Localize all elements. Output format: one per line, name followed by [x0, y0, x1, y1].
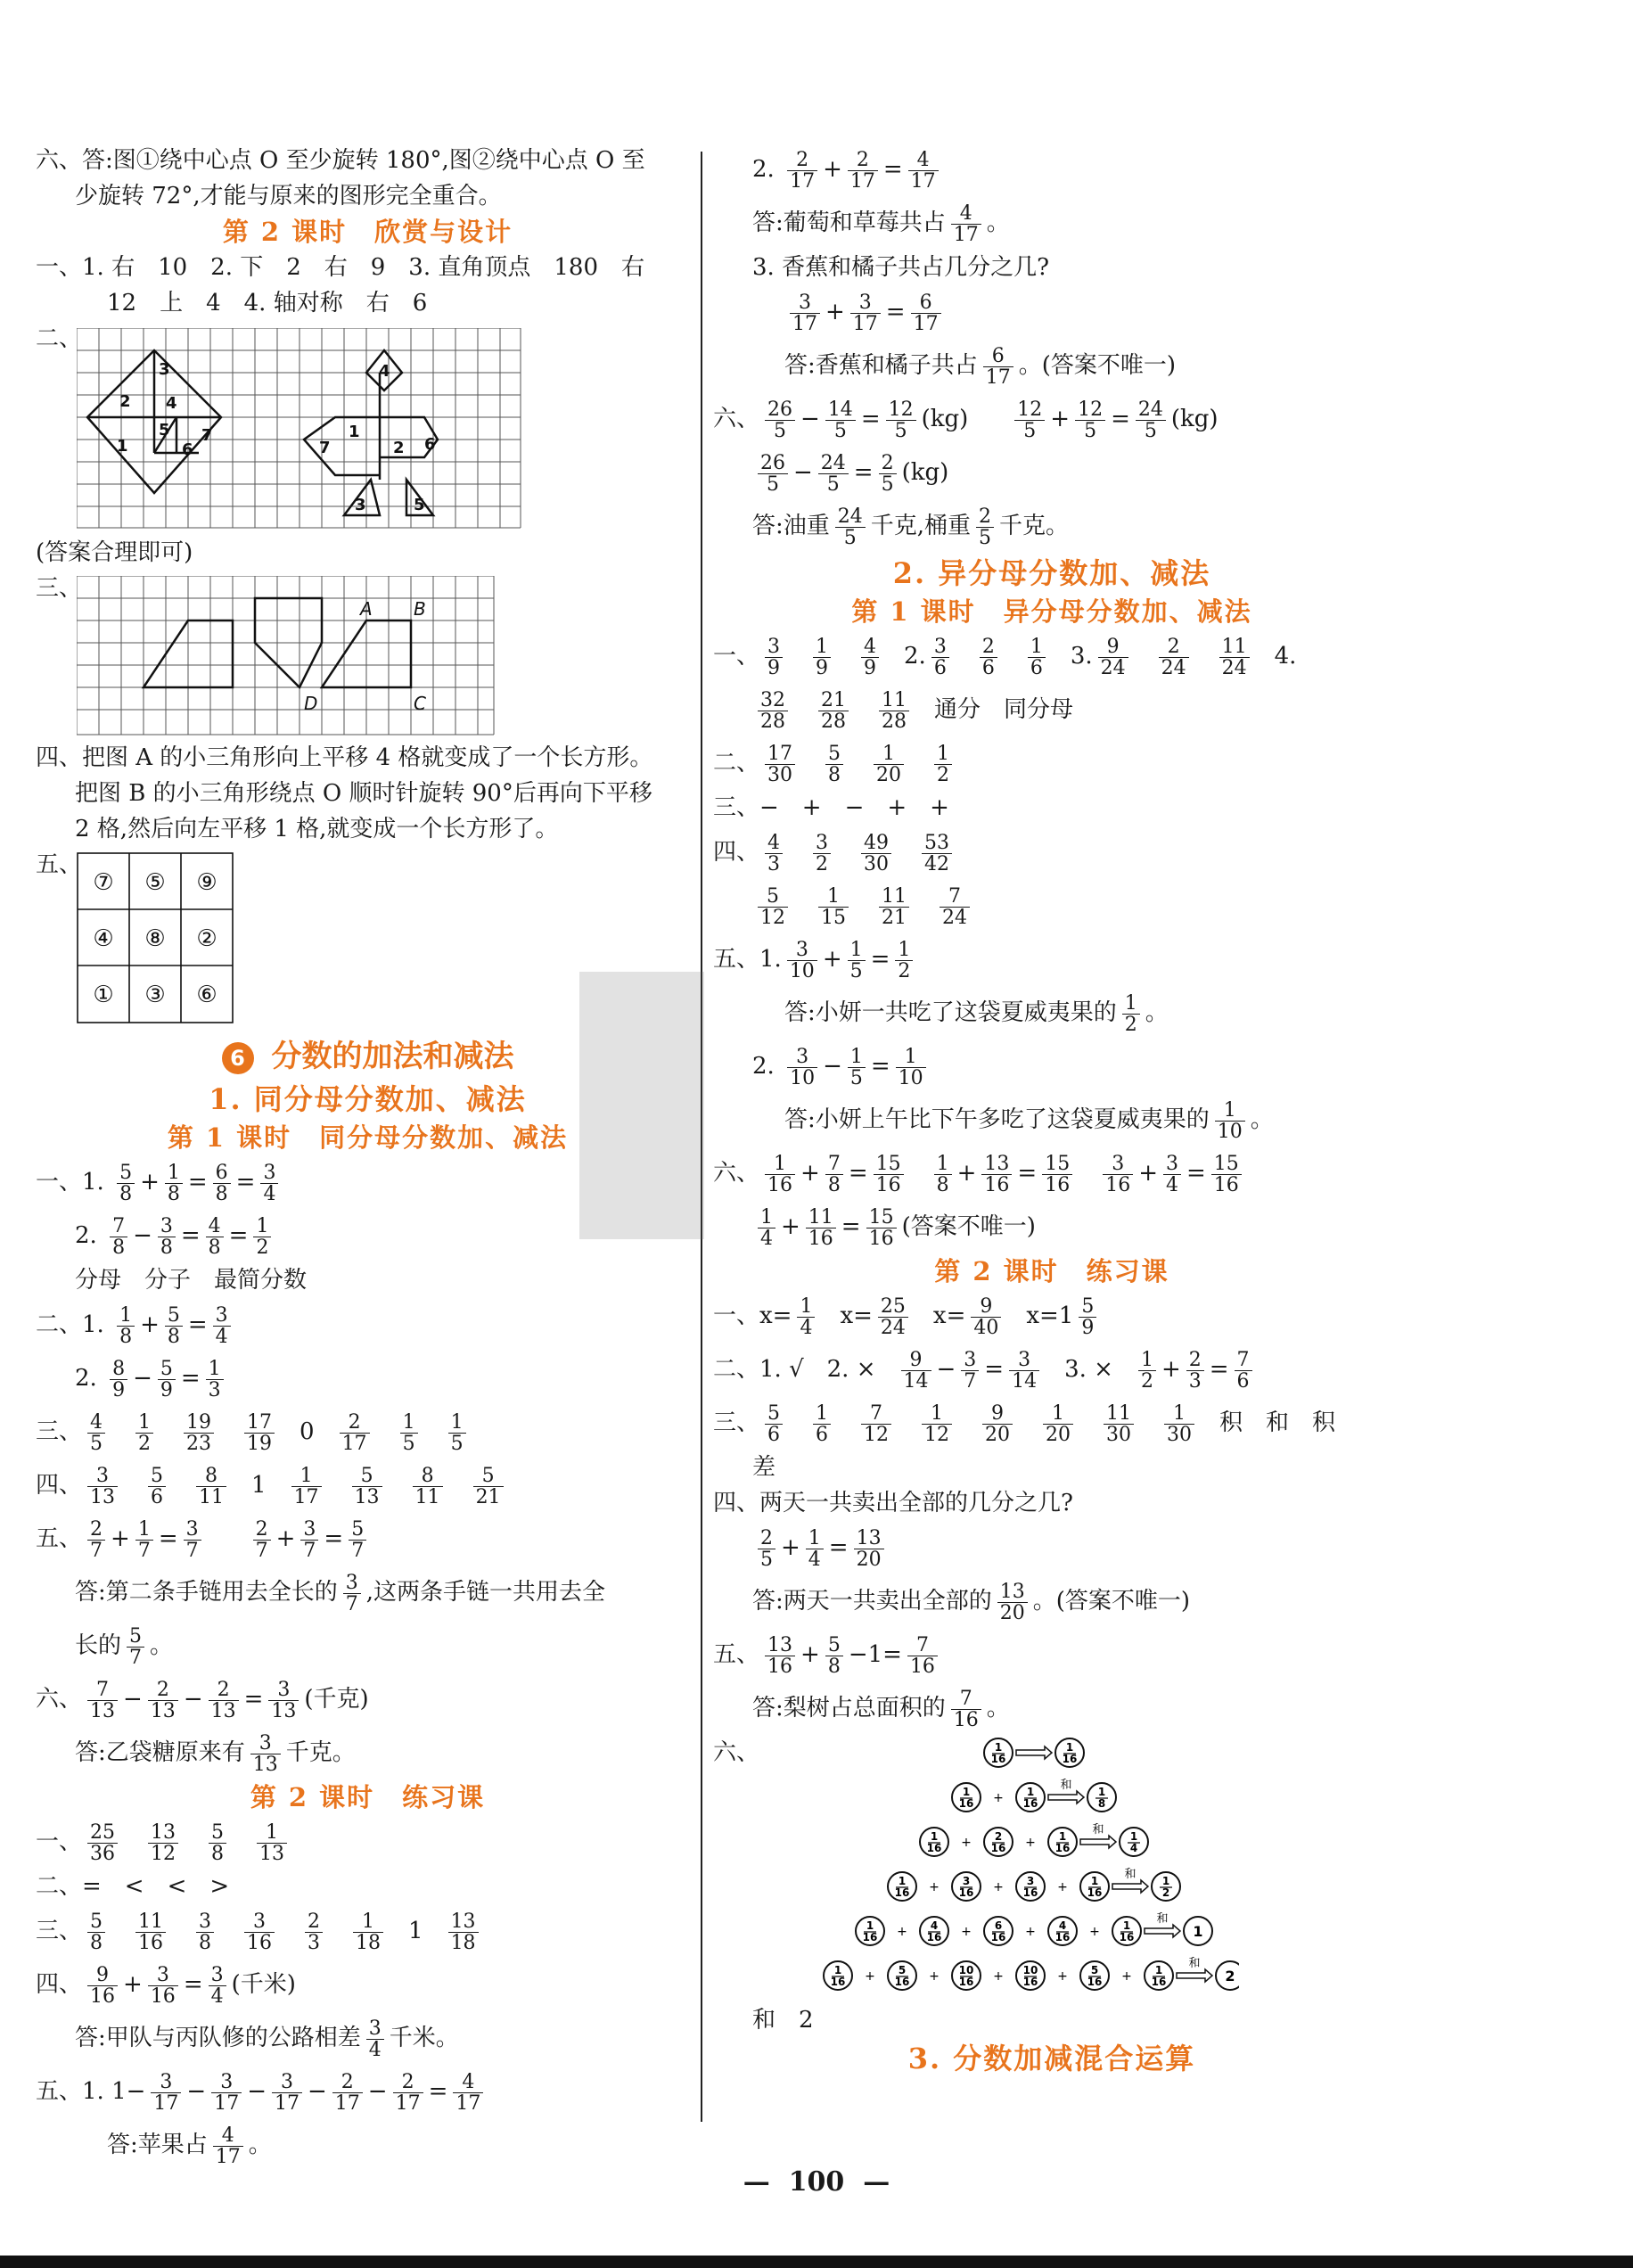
pyramid-node-denominator: 16 [926, 1842, 942, 1854]
equation-line: 三、 $\frac{5}{8}$ $\frac{11}{16}$ $\frac{3}{8}$ $\frac{3}{16}$ $\frac{2}{3}$ $\frac{1}{18}$ 1 $\frac{13}{18}$ [36, 1904, 700, 1958]
pyramid-node-denominator: 8 [1097, 1797, 1106, 1810]
equation-line: 2. $\frac{3}{10}$ − $\frac{1}{5}$ = $\frac{1}{10}$ [752, 1040, 1391, 1093]
pyramid-node-denominator: 16 [894, 1976, 910, 1988]
piece-label: 7 [319, 439, 331, 457]
pyramid-node-denominator: 4 [1129, 1842, 1138, 1854]
piece-label: 3 [355, 496, 366, 514]
magic-square-figure [77, 852, 237, 1026]
equation-line: 2. $\frac{8}{9}$ − $\frac{5}{9}$ = $\frac{1}{3}$ [75, 1352, 700, 1405]
equation-line: 二、1. $\frac{1}{8}$ + $\frac{5}{8}$ = $\frac{3}{4}$ [36, 1298, 700, 1352]
pyramid-node-numerator: 3 [962, 1875, 971, 1887]
magic-cell: ⑨ [196, 869, 217, 896]
pyramid-node-numerator: 1 [1065, 1741, 1074, 1754]
pyramid-symbol: 和 [1092, 1823, 1104, 1837]
answer-text: 答:梨树占总面积的 $\frac{7}{16}$ 。 [752, 1687, 1010, 1731]
pyramid-arrow-icon [1177, 1969, 1212, 1982]
left-column [36, 143, 700, 2172]
pyramid-symbol: + [865, 1969, 875, 1984]
equation-line: 二、 $\frac{17}{30}$ $\frac{5}{8}$ $\frac{1}{20}$ $\frac{1}{2}$ [713, 736, 1391, 790]
answer-text: 长的 $\frac{5}{7}$ 。 [75, 1624, 174, 1669]
magic-cell: ⑦ [93, 869, 114, 896]
pyramid-arrow-icon [1048, 1791, 1084, 1804]
equation-line: $\frac{5}{12}$ $\frac{1}{15}$ $\frac{11}{21}$ $\frac{7}{24}$ [752, 879, 1391, 933]
q-label: 三、 [36, 575, 83, 602]
chapter-heading [36, 1034, 700, 1079]
piece-label: 1 [349, 423, 360, 441]
q2-block [36, 321, 700, 535]
magic-cell: ⑥ [196, 982, 217, 1008]
equation-line: 一、1. $\frac{5}{8}$ + $\frac{1}{8}$ = $\frac{6}{8}$ = $\frac{3}{4}$ [36, 1155, 700, 1209]
pyramid-node-denominator: 16 [830, 1976, 846, 1988]
answer-text: 答:两天一共卖出全部的 $\frac{13}{20}$ 。(答案不唯一) [752, 1580, 1191, 1624]
piece-label: 5 [159, 421, 170, 440]
pyramid-node-denominator: 16 [958, 1976, 974, 1988]
answer-text: 四、两天一共卖出全部的几分之几? [713, 1490, 1073, 1516]
piece-label: 6 [182, 440, 193, 459]
pyramid-symbol: + [929, 1969, 940, 1984]
equation-line: 一、x= $\frac{1}{4}$ x= $\frac{25}{24}$ x= $\frac{9}{40}$ x=1 $\frac{5}{9}$ [713, 1289, 1391, 1343]
pyramid-node-denominator: 16 [1087, 1976, 1103, 1988]
q5-block [36, 847, 700, 1034]
answer-text: 答:葡萄和草莓共占 $\frac{4}{17}$ 。 [752, 201, 1010, 246]
equation-line: 2. $\frac{2}{17}$ + $\frac{2}{17}$ = $\frac{4}{17}$ [752, 143, 1391, 196]
pyramid-symbol: + [1121, 1969, 1132, 1984]
pyramid-node-denominator: 2 [1161, 1886, 1170, 1899]
pyramid-node-numerator: 1 [1090, 1875, 1099, 1887]
pyramid-symbol: + [961, 1836, 972, 1850]
section-heading: 1. 同分母分数加、减法 [209, 1082, 527, 1116]
pyramid-symbol: + [993, 1969, 1004, 1984]
point-label: C [414, 693, 426, 714]
pyramid-symbol: + [1025, 1925, 1036, 1939]
pyramid-node-denominator: 16 [990, 1753, 1006, 1765]
pyramid-node-denominator: 16 [990, 1842, 1006, 1854]
pyramid-arrow-icon [1080, 1836, 1116, 1848]
answer-text: 答:乙袋糖原来有 $\frac{3}{13}$ 千克。 [75, 1731, 356, 1776]
equation-line: 六、 $\frac{1}{16}$ + $\frac{7}{8}$ = $\frac{15}{16}$ $\frac{1}{8}$ + $\frac{13}{16}$ = $\frac{15}{16}$ $\frac{3}{16}$ + $\frac{3}{4}$ = $\frac{15}{16}$ [713, 1146, 1391, 1200]
section-heading: 2. 异分母分数加、减法 [892, 556, 1211, 590]
pyramid-symbol: 和 [1188, 1957, 1201, 1970]
pyramid-node-denominator: 16 [1087, 1886, 1103, 1899]
equation-line: $\frac{26}{5}$ − $\frac{24}{5}$ = $\frac{2}{5}$ (kg) [752, 446, 1391, 499]
lesson-heading: 第 2 课时 欣赏与设计 [222, 217, 513, 247]
equation-line: 一、 $\frac{3}{9}$ $\frac{1}{9}$ $\frac{4}{9}$ 2. $\frac{3}{6}$ $\frac{2}{6}$ $\frac{1}{6}$ 3. $\frac{9}{24}$ $\frac{2}{24}$ $\frac{11}{24}$ 4. [713, 635, 1297, 679]
pyramid-node-denominator: 16 [1054, 1931, 1071, 1943]
equation-line: 一、 $\frac{25}{36}$ $\frac{13}{12}$ $\frac{5}{8}$ $\frac{1}{13}$ [36, 1815, 700, 1869]
equation-line: 三、 $\frac{4}{5}$ $\frac{1}{2}$ $\frac{19}{23}$ $\frac{17}{19}$ 0 $\frac{2}{17}$ $\frac{1}{5}$ $\frac{1}{5}$ [36, 1405, 700, 1459]
q-label: 六、 [713, 1739, 760, 1766]
equation-line: $\frac{2}{5}$ + $\frac{1}{4}$ = $\frac{13}{20}$ [752, 1521, 1391, 1574]
pyramid-node-denominator: 16 [1022, 1886, 1038, 1899]
pyramid-symbol: 和 [1060, 1779, 1072, 1792]
pyramid-node-numerator: 1 [930, 1830, 939, 1843]
equation-line: 六、 $\frac{7}{13}$ − $\frac{2}{13}$ − $\frac{2}{13}$ = $\frac{3}{13}$ (千克) [36, 1678, 369, 1722]
pyramid-node-denominator: 16 [990, 1931, 1006, 1943]
chapter-number: 6 [222, 1042, 254, 1074]
equation-line: 2. $\frac{7}{8}$ − $\frac{3}{8}$ = $\frac{4}{8}$ = $\frac{1}{2}$ [75, 1209, 700, 1262]
pyramid-node-denominator: 16 [1022, 1797, 1038, 1810]
pyramid-symbol: 和 [1124, 1868, 1137, 1881]
piece-label: 4 [166, 394, 177, 413]
answer-text: 差 [752, 1454, 776, 1481]
piece-label: 7 [201, 426, 213, 445]
answer-text: 少旋转 72°,才能与原来的图形完全重合。 [75, 183, 502, 210]
equation-line: 六、 $\frac{26}{5}$ − $\frac{14}{5}$ = $\frac{12}{5}$ (kg) $\frac{12}{5}$ + $\frac{12}{5}$ = $\frac{24}{5}$ (kg) [713, 398, 1219, 442]
pyramid-symbol: + [929, 1880, 940, 1894]
magic-cell: ④ [93, 925, 114, 952]
pyramid-node-numerator: 1 [1097, 1786, 1106, 1798]
note-text: (答案合理即可) [36, 539, 193, 566]
equation-line: 二、1. √ 2. × $\frac{9}{14}$ − $\frac{3}{7}$ = $\frac{3}{14}$ 3. × $\frac{1}{2}$ + $\frac{2}{3}$ = $\frac{7}{6}$ [713, 1343, 1391, 1396]
pyramid-node-numerator: 3 [1026, 1875, 1035, 1887]
answer-text: 六、答:图①绕中心点 O 至少旋转 180°,图②绕中心点 O 至 [36, 147, 645, 174]
lesson-heading: 第 2 课时 练习课 [934, 1256, 1169, 1286]
pyramid-node-denominator: 16 [862, 1931, 878, 1943]
translation-grid-figure [77, 576, 496, 736]
pyramid-node-numerator: 2 [994, 1830, 1003, 1843]
pyramid-node-denominator: 16 [1054, 1842, 1071, 1854]
section-heading: 3. 分数加减混合运算 [907, 2042, 1196, 2075]
pyramid-arrow-icon [1145, 1925, 1180, 1937]
pyramid-node-numerator: 1 [1129, 1830, 1138, 1843]
magic-cell: ③ [144, 982, 166, 1008]
pyramid-node-numerator: 1 [1122, 1919, 1131, 1932]
piece-label: 1 [117, 437, 128, 456]
equation-line: $\frac{1}{4}$ + $\frac{11}{16}$ = $\frac{15}{16}$ (答案不唯一) [752, 1200, 1391, 1253]
pyramid-symbol: + [993, 1880, 1004, 1894]
answer-text: 二、= < < > [36, 1873, 230, 1900]
answer-text: 分母 分子 最简分数 [75, 1267, 308, 1294]
piece-label: 2 [393, 439, 405, 457]
point-label: B [414, 598, 426, 620]
point-label: A [360, 598, 373, 620]
answer-text: 答:油重 $\frac{24}{5}$ 千克,桶重 $\frac{2}{5}$ 千克。 [752, 505, 1070, 549]
chapter-title: 分数的加法和减法 [271, 1039, 514, 1074]
tangram-grid-figure [77, 328, 522, 530]
answer-text: 三、− + − + + [713, 794, 949, 821]
answer-text: 答:苹果占 $\frac{4}{17}$ 。 [107, 2124, 272, 2168]
answer-text: 2 格,然后向左平移 1 格,就变成一个长方形了。 [75, 816, 559, 842]
pyramid-node-numerator: 1 [898, 1875, 907, 1887]
answer-text: 一、1. 右 10 2. 下 2 右 9 3. 直角顶点 180 右 [36, 254, 645, 281]
pyramid-symbol: 和 [1156, 1912, 1169, 1926]
pyramid-node-numerator: 1 [866, 1919, 874, 1932]
equation-line: 五、1. $\frac{3}{10}$ + $\frac{1}{5}$ = $\frac{1}{2}$ [713, 933, 1391, 986]
equation-line: 五、 $\frac{13}{16}$ + $\frac{5}{8}$ −1= $\frac{7}{16}$ [713, 1628, 1391, 1681]
pyramid-node-numerator: 1 [962, 1786, 971, 1798]
pyramid-node-numerator: 1 [1058, 1830, 1067, 1843]
pyramid-node-numerator: 5 [898, 1964, 907, 1976]
pyramid-node-denominator: 16 [1119, 1931, 1135, 1943]
magic-cell: ⑧ [144, 925, 166, 952]
answer-text: 答:香蕉和橘子共占 $\frac{6}{17}$ 。(答案不唯一) [784, 344, 1177, 389]
magic-cell: ① [93, 982, 114, 1008]
magic-cell: ② [196, 925, 217, 952]
pyramid-symbol: + [1057, 1880, 1068, 1894]
pyramid-arrow-icon [1112, 1880, 1148, 1893]
answer-text: 四、把图 A 的小三角形向上平移 4 格就变成了一个长方形。 [36, 744, 653, 771]
equation-line: 五、 $\frac{2}{7}$ + $\frac{1}{7}$ = $\frac{3}{7}$ $\frac{2}{7}$ + $\frac{3}{7}$ = $\frac{5}{7}$ [36, 1512, 700, 1565]
equation-line: 三、 $\frac{5}{6}$ $\frac{1}{6}$ $\frac{7}{12}$ $\frac{1}{12}$ $\frac{9}{20}$ $\frac{1}{20}$ $\frac{11}{30}$ $\frac{1}{30}$ 积 和 积 [713, 1401, 1336, 1446]
pyramid-node-numerator: 1 [994, 1741, 1003, 1754]
piece-label: 2 [119, 392, 131, 411]
piece-label: 6 [424, 435, 436, 454]
piece-label: 4 [379, 362, 390, 381]
equation-line: $\frac{32}{28}$ $\frac{21}{28}$ $\frac{11}{28}$ 通分 同分母 [752, 683, 1391, 736]
equation-line: 五、1. 1− $\frac{3}{17}$ − $\frac{3}{17}$ − $\frac{3}{17}$ − $\frac{2}{17}$ − $\frac{2}{17}$ = $\frac{4}{17}$ [36, 2065, 700, 2118]
q-label: 二、 [36, 325, 83, 352]
pyramid-node-numerator: 10 [1022, 1964, 1038, 1976]
pyramid-node-denominator: 16 [1022, 1976, 1038, 1988]
equation-line: 四、 $\frac{9}{16}$ + $\frac{3}{16}$ = $\frac{3}{4}$ (千米) [36, 1963, 296, 2008]
pyramid-symbol: + [993, 1791, 1004, 1805]
pyramid-node-numerator: 4 [930, 1919, 939, 1932]
answer-text: 12 上 4 4. 轴对称 右 6 [107, 290, 428, 316]
pyramid-symbol: + [1089, 1925, 1100, 1939]
lesson-heading: 第 1 课时 异分母分数加、减法 [851, 596, 1252, 627]
pyramid-symbol: + [961, 1925, 972, 1939]
pyramid-node-numerator: 10 [958, 1964, 974, 1976]
pyramid-node-numerator: 6 [994, 1919, 1003, 1932]
piece-label: 3 [159, 360, 170, 379]
pyramid-node-numerator: 4 [1058, 1919, 1067, 1932]
answer-text: 答:小妍一共吃了这袋夏威夷果的 $\frac{1}{2}$ 。 [784, 991, 1169, 1036]
pyramid-symbol: + [1057, 1969, 1068, 1984]
fraction-pyramid-figure [740, 1735, 1239, 2002]
pyramid-node-numerator: 1 [1161, 1875, 1170, 1887]
equation-line: 四、 $\frac{3}{13}$ $\frac{5}{6}$ $\frac{8}{11}$ 1 $\frac{1}{17}$ $\frac{5}{13}$ $\frac{8}{11}$ $\frac{5}{21}$ [36, 1459, 700, 1512]
right-column [713, 143, 1391, 2079]
pyramid-node-denominator: 16 [958, 1797, 974, 1810]
piece-label: 5 [414, 496, 425, 514]
pyramid-block [713, 1735, 1391, 2002]
pyramid-node-numerator: 1 [833, 1964, 842, 1976]
pyramid-node-value: 1 [1193, 1923, 1203, 1940]
equation-line: $\frac{3}{17}$ + $\frac{3}{17}$ = $\frac{6}{17}$ [784, 285, 1391, 339]
answer-text: 把图 B 的小三角形绕点 O 顺时针旋转 90°后再向下平移 [75, 780, 652, 807]
lesson-heading: 第 2 课时 练习课 [250, 1782, 486, 1812]
pyramid-node-denominator: 16 [1062, 1753, 1078, 1765]
answer-text: 答:第二条手链用去全长的 $\frac{3}{7}$ ,这两条手链一共用去全 [75, 1571, 606, 1615]
answer-text: 和 2 [752, 2007, 814, 2034]
pyramid-symbol: + [1025, 1836, 1036, 1850]
pyramid-node-numerator: 1 [1154, 1964, 1163, 1976]
answer-text: 答:小妍上午比下午多吃了这袋夏威夷果的 $\frac{1}{10}$ 。 [784, 1098, 1274, 1143]
pyramid-node-denominator: 16 [894, 1886, 910, 1899]
answer-text: 3. 香蕉和橘子共占几分之几? [752, 254, 1050, 281]
pyramid-symbol: + [897, 1925, 907, 1939]
pyramid-node-numerator: 1 [1026, 1786, 1035, 1798]
pyramid-arrow-icon [1016, 1746, 1052, 1759]
q3-block [36, 571, 700, 740]
magic-cell: ⑤ [144, 869, 166, 896]
pyramid-node-denominator: 16 [958, 1886, 974, 1899]
equation-line: 四、 $\frac{4}{3}$ $\frac{3}{2}$ $\frac{49}{30}$ $\frac{53}{42}$ [713, 826, 1391, 879]
pyramid-node-denominator: 16 [1151, 1976, 1167, 1988]
q-label: 五、 [36, 851, 83, 878]
bottom-bar [0, 2256, 1633, 2268]
answer-text: 答:甲队与丙队修的公路相差 $\frac{3}{4}$ 千米。 [75, 2017, 459, 2061]
point-label: D [304, 693, 318, 714]
pyramid-node-value: 2 [1225, 1968, 1235, 1984]
lesson-heading: 第 1 课时 同分母分数加、减法 [167, 1122, 569, 1153]
page-number: — 100 — [743, 2166, 890, 2198]
pyramid-node-numerator: 5 [1090, 1964, 1099, 1976]
pyramid-node-denominator: 16 [926, 1931, 942, 1943]
